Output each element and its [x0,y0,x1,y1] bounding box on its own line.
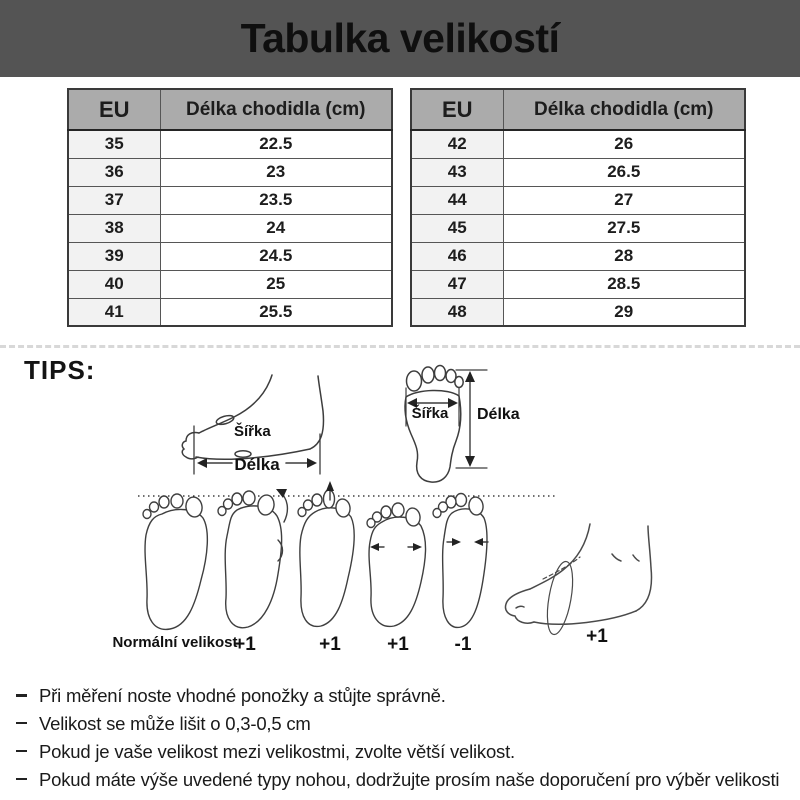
foot-length-cell: 22.5 [160,130,392,158]
table-body [68,130,392,326]
side-length-label: Délka [234,455,280,474]
page-title: Tabulka velikostí [240,15,560,61]
size-table-eu-42-48 [410,88,746,327]
foot-type-label-plus1-b: +1 [319,634,341,655]
table-row [411,186,745,214]
size-table-eu-35-41 [67,88,393,327]
foot-top-measure-illustration [405,366,487,483]
foot-type-bunion-illustration [218,489,287,628]
foot-type-label-minus1: -1 [454,634,472,655]
top-width-label: Šířka [411,405,449,422]
eu-size-cell: 39 [68,242,160,270]
eu-size-cell: 41 [68,298,160,326]
eu-size-cell: 46 [411,242,503,270]
table-header-row [411,89,745,130]
table-row [411,130,745,158]
foot-type-label-plus1-c: +1 [387,634,409,655]
foot-length-cell: 24.5 [160,242,392,270]
header-eu: EU [411,89,503,130]
eu-size-cell: 40 [68,270,160,298]
bullet-dash [16,750,27,753]
table-body [411,130,745,326]
top-length-label: Délka [477,406,520,423]
foot-length-cell: 26.5 [503,158,745,186]
side-width-label: Šířka [234,423,271,440]
bullet-dash [16,722,27,725]
table-row [68,186,392,214]
foot-type-wide-illustration [367,503,426,626]
eu-size-cell: 35 [68,130,160,158]
foot-type-narrow-illustration [433,494,488,628]
note-item [16,742,794,762]
note-text: Velikost se může lišit o 0,3-0,5 cm [39,712,311,734]
foot-length-cell: 23.5 [160,186,392,214]
eu-size-cell: 37 [68,186,160,214]
eu-size-cell: 44 [411,186,503,214]
foot-length-cell: 28.5 [503,270,745,298]
eu-size-cell: 36 [68,158,160,186]
foot-type-high-instep-illustration [505,524,651,636]
foot-length-cell: 24 [160,214,392,242]
bullet-dash [16,778,27,781]
table-header [68,89,392,130]
note-item [16,714,794,734]
measurement-notes-list [16,686,794,790]
table-row [411,298,745,326]
foot-type-label-plus1-d: +1 [586,626,608,647]
table-row [411,214,745,242]
eu-size-cell: 45 [411,214,503,242]
bullet-dash [16,694,27,697]
table-row [68,158,392,186]
foot-length-cell: 28 [503,242,745,270]
foot-type-label-plus1-a: +1 [234,634,256,655]
table-row [68,270,392,298]
header-foot-length: Délka chodidla (cm) [503,89,745,130]
eu-size-cell: 48 [411,298,503,326]
dashed-separator [0,345,800,348]
eu-size-cell: 38 [68,214,160,242]
table-row [68,214,392,242]
table-row [411,158,745,186]
foot-length-cell: 29 [503,298,745,326]
foot-length-cell: 27 [503,186,745,214]
eu-size-cell: 42 [411,130,503,158]
foot-length-cell: 23 [160,158,392,186]
table-header-row [68,89,392,130]
tips-heading: TIPS: [24,355,96,385]
foot-length-cell: 26 [503,130,745,158]
foot-type-long-second-toe-illustration [298,481,354,626]
foot-length-cell: 25.5 [160,298,392,326]
foot-length-cell: 27.5 [503,214,745,242]
note-text: Pokud máte výše uvedené typy nohou, dodržujte prosím naše doporučení pro výběr velikosti [39,768,780,790]
eu-size-cell: 47 [411,270,503,298]
table-row [411,242,745,270]
header-foot-length: Délka chodidla (cm) [160,89,392,130]
note-item [16,686,794,706]
eu-size-cell: 43 [411,158,503,186]
note-text: Pokud je vaše velikost mezi velikostmi, zvolte větší velikost. [39,740,515,762]
table-row [68,242,392,270]
foot-measurement-diagram [0,350,800,660]
table-row [411,270,745,298]
note-item [16,770,794,790]
header-eu: EU [68,89,160,130]
table-row [68,298,392,326]
foot-length-cell: 25 [160,270,392,298]
table-row [68,130,392,158]
note-text: Při měření noste vhodné ponožky a stůjte správně. [39,685,446,706]
title-banner [0,0,800,77]
table-header [411,89,745,130]
foot-type-label-normal: Normální velikost [112,634,238,651]
foot-type-normal-illustration [143,494,207,629]
